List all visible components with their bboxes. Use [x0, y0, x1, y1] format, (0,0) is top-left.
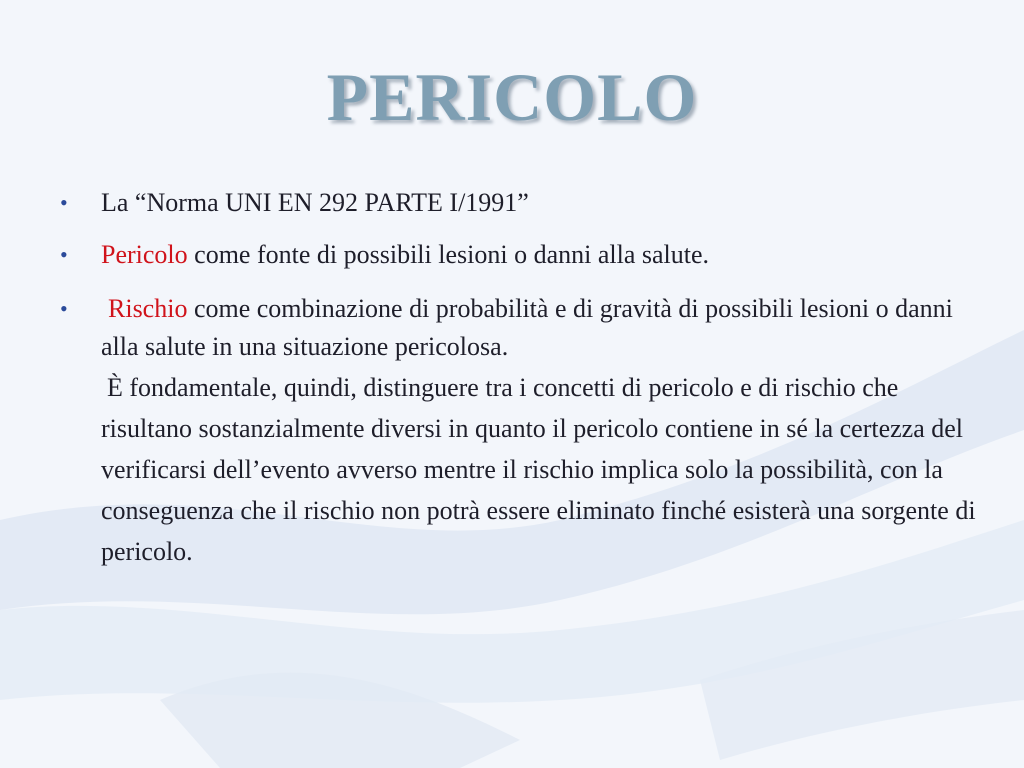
bullet-item-pericolo — [58, 236, 978, 274]
bullet-dot-icon: • — [60, 242, 68, 267]
bullet-text: come fonte di possibili lesioni o danni alla salute. — [187, 240, 710, 269]
explanation-paragraph: È fondamentale, quindi, distinguere tra i concetti di pericolo e di rischio che risultano sostanzialmente diversi in quanto il pericolo contiene in sé la certezza del verificarsi dell’evento avverso mentre il rischio implica solo la possibilità, con la conseguenza che il rischio non potrà essere eliminato finché esisterà una sorgente di pericolo. — [101, 373, 976, 566]
bullet-text: La “Norma UNI EN 292 PARTE I/1991” — [101, 188, 529, 217]
keyword-rischio: Rischio — [108, 294, 188, 323]
bullet-item-norma — [58, 184, 978, 222]
bullet-dot-icon: • — [60, 296, 68, 321]
slide-content — [58, 184, 978, 572]
bullet-dot-icon: • — [60, 190, 68, 215]
keyword-pericolo: Pericolo — [101, 240, 188, 269]
bullet-item-rischio — [58, 290, 978, 366]
bullet-text: come combinazione di probabilità e di gravità di possibili lesioni o danni alla salute in una situazione pericolosa. — [101, 294, 953, 361]
slide-title: PERICOLO — [326, 59, 698, 135]
